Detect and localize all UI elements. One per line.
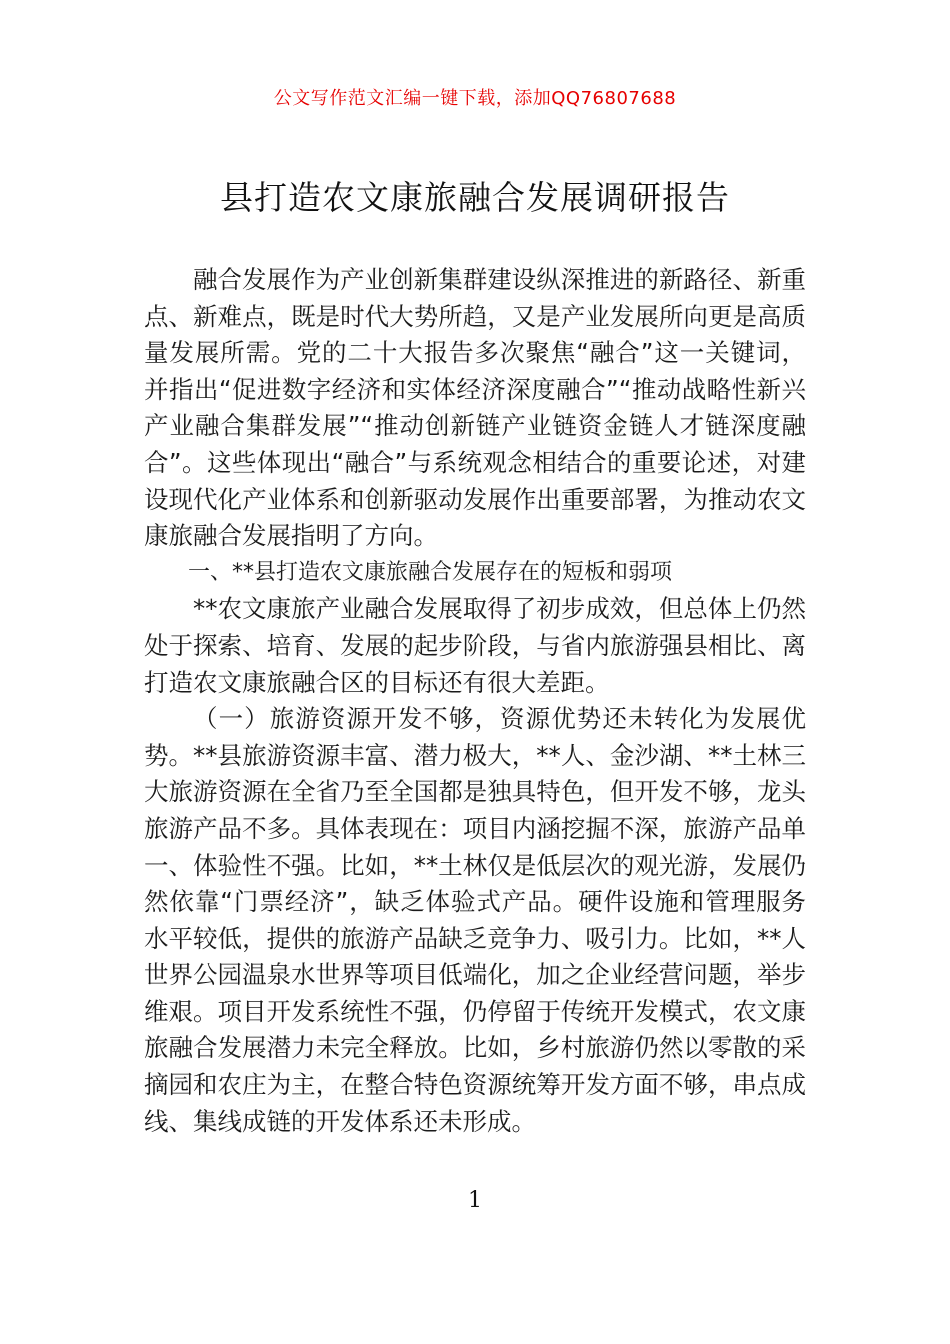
download-banner: 公文写作范文汇编一键下载，添加QQ76807688 (273, 88, 677, 109)
document-body (144, 262, 806, 1140)
overview-paragraph: **农文康旅产业融合发展取得了初步成效，但总体上仍然处于探索、培育、发展的起步阶段，与省内旅游强县相比、离打造农文康旅融合区的目标还有很大差距。 (144, 594, 806, 697)
document-title: 县打造农文康旅融合发展调研报告 (220, 178, 730, 217)
subsection-paragraph: （一）旅游资源开发不够，资源优势还未转化为发展优势。**县旅游资源丰富、潜力极大，**人、金沙湖、**土林三大旅游资源在全省乃至全国都是独具特色，但开发不够，龙头旅游产品不多。具体表现在：项目内涵挖掘不深，旅游产品单一、体验性不强。比如，**土林仅是低层次的观光游，发展仍然依靠“门票经济”，缺乏体验式产品。硬件设施和管理服务水平较低，提供的旅游产品缺乏竞争力、吸引力。比如，**人世界公园温泉水世界等项目低端化，加之企业经营问题，举步维艰。项目开发系统性不强，仍停留于传统开发模式，农文康旅融合发展潜力未完全释放。比如，乡村旅游仍然以零散的采摘园和农庄为主，在整合特色资源统筹开发方面不够，串点成线、集线成链的开发体系还未形成。 (144, 704, 806, 1136)
section-heading: 一、**县打造农文康旅融合发展存在的短板和弱项 (188, 559, 673, 585)
intro-paragraph: 融合发展作为产业创新集群建设纵深推进的新路径、新重点、新难点，既是时代大势所趋，又是产业发展所向更是高质量发展所需。党的二十大报告多次聚焦“融合”这一关键词，并指出“促进数字经济和实体经济深度融合”“推动战略性新兴产业融合集群发展”“推动创新链产业链资金链人才链深度融合”。这些体现出“融合”与系统观念相结合的重要论述，对建设现代化产业体系和创新驱动发展作出重要部署，为推动农文康旅融合发展指明了方向。 (144, 265, 806, 551)
page-number: 1 (468, 1188, 482, 1213)
